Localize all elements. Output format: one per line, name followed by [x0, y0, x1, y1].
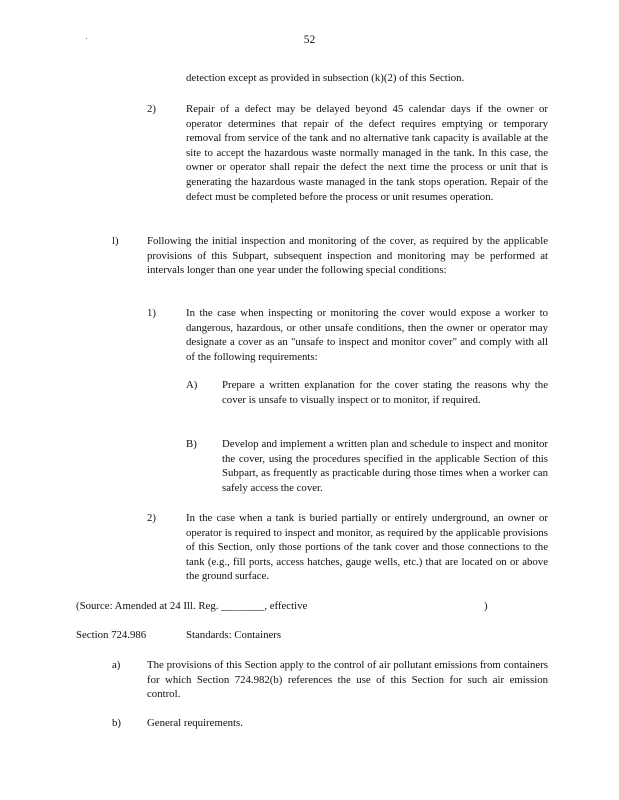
item-l1-label: 1)	[147, 307, 156, 319]
item-k2-text: Repair of a defect may be delayed beyond 45 calendar days if the owner or operator determines that repair of the defect requires emptying or temporary removal from service of the tank and no alternative tank capacity is available at the site to accept the hazardous waste normally managed in the tank. In this case, the owner or operator shall repair the defect the next time the process or unit that is generating the hazardous waste managed in the tank stops operation. Repair of the defect must be completed before the process or unit resumes operation.	[186, 103, 548, 203]
item-k2-label: 2)	[147, 103, 156, 115]
item-a-label: a)	[112, 659, 121, 671]
item-b-label: b)	[112, 717, 121, 729]
item-l1B-text: Develop and implement a written plan and schedule to inspect and monitor the cover, using the procedures specified in the applicable Section of this Subpart, as frequently as practicable during those times when a worker can safely access the cover.	[222, 438, 548, 494]
section-number: Section 724.986	[76, 629, 147, 641]
item-l1B-label: B)	[186, 438, 197, 450]
item-l-text: Following the initial inspection and monitoring of the cover, as required by the applicable provisions of this Subpart, subsequent inspection and monitoring may be performed at intervals longer than one year under the following special conditions:	[147, 235, 548, 277]
item-l1A-text: Prepare a written explanation for the cover stating the reasons why the cover is unsafe to visually inspect or to monitor, if required.	[222, 379, 548, 406]
item-l-label: l)	[112, 235, 119, 247]
source-note-close: )	[484, 600, 488, 612]
item-b-text: General requirements.	[147, 717, 243, 729]
paragraph-continuation: detection except as provided in subsection (k)(2) of this Section.	[186, 72, 465, 84]
section-title: Standards: Containers	[186, 629, 282, 641]
item-l1-text: In the case when inspecting or monitoring the cover would expose a worker to dangerous, hazardous, or other unsafe conditions, then the owner or operator may designate a cover as an "unsafe to inspect and monitor cover" and comply with all of the following requirements:	[186, 307, 548, 363]
page-number: 52	[303, 34, 316, 46]
source-note: (Source: Amended at 24 Ill. Reg. ________, effective	[76, 600, 308, 612]
item-l1A-label: A)	[186, 379, 198, 391]
item-l2-label: 2)	[147, 512, 156, 524]
item-l2-text: In the case when a tank is buried partially or entirely underground, an owner or operator is required to inspect and monitor, as required by the applicable provisions of this Section, only those portions of the tank cover and those connections to the tank (e.g., fill ports, access hatches, gauge wells, etc.) that are located on or above the ground surface.	[186, 512, 548, 583]
item-a-text: The provisions of this Section apply to the control of air pollutant emissions from containers for which Section 724.982(b) references the use of this Section for such air emission control.	[147, 659, 548, 701]
